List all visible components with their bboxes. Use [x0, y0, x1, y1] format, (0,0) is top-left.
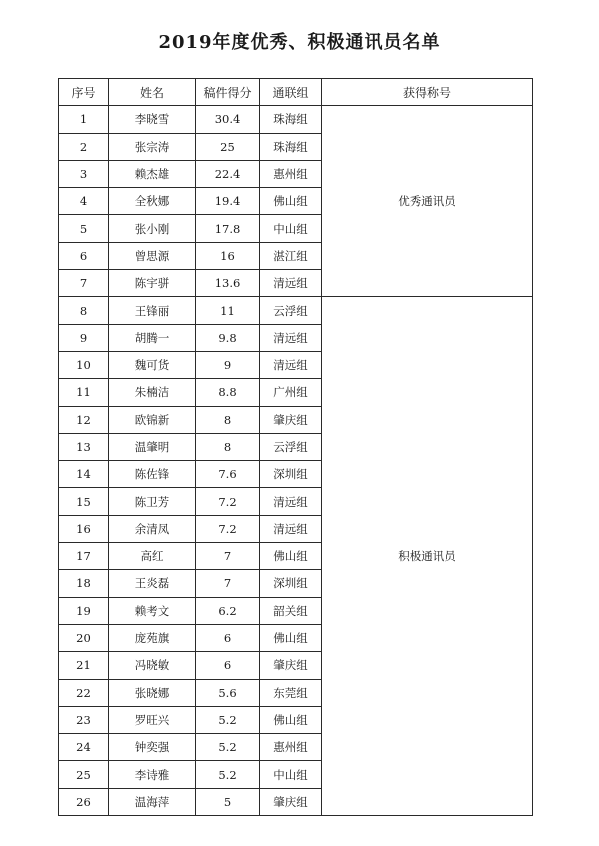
cell-score: 6.2: [196, 597, 260, 624]
cell-score: 6: [196, 652, 260, 679]
cell-group: 佛山组: [260, 706, 322, 733]
cell-award: 积极通讯员: [322, 297, 533, 816]
cell-name: 胡腾一: [109, 324, 196, 351]
cell-score: 5.2: [196, 706, 260, 733]
cell-group: 广州组: [260, 379, 322, 406]
cell-score: 25: [196, 133, 260, 160]
cell-name: 温海萍: [109, 788, 196, 815]
cell-index: 20: [59, 624, 109, 651]
cell-score: 13.6: [196, 270, 260, 297]
cell-index: 22: [59, 679, 109, 706]
cell-index: 7: [59, 270, 109, 297]
cell-score: 7.6: [196, 461, 260, 488]
cell-index: 26: [59, 788, 109, 815]
cell-award: 优秀通讯员: [322, 106, 533, 297]
cell-group: 中山组: [260, 761, 322, 788]
cell-name: 张晓娜: [109, 679, 196, 706]
cell-name: 罗旺兴: [109, 706, 196, 733]
cell-score: 7: [196, 543, 260, 570]
cell-name: 张宗涛: [109, 133, 196, 160]
cell-group: 深圳组: [260, 570, 322, 597]
cell-score: 7.2: [196, 515, 260, 542]
cell-score: 22.4: [196, 160, 260, 187]
cell-name: 魏可货: [109, 351, 196, 378]
cell-name: 陈宇骈: [109, 270, 196, 297]
cell-group: 珠海组: [260, 106, 322, 133]
cell-index: 24: [59, 734, 109, 761]
cell-group: 清远组: [260, 324, 322, 351]
cell-group: 深圳组: [260, 461, 322, 488]
cell-index: 13: [59, 433, 109, 460]
correspondent-table: [58, 78, 533, 816]
cell-name: 温肇明: [109, 433, 196, 460]
header-name: 姓名: [109, 79, 196, 106]
cell-score: 9: [196, 351, 260, 378]
cell-group: 清远组: [260, 515, 322, 542]
cell-index: 4: [59, 188, 109, 215]
cell-name: 张小刚: [109, 215, 196, 242]
cell-name: 陈佐锋: [109, 461, 196, 488]
cell-score: 6: [196, 624, 260, 651]
cell-group: 东莞组: [260, 679, 322, 706]
cell-score: 7: [196, 570, 260, 597]
cell-index: 12: [59, 406, 109, 433]
cell-name: 庞苑旗: [109, 624, 196, 651]
cell-name: 赖杰雄: [109, 160, 196, 187]
cell-score: 8: [196, 433, 260, 460]
cell-index: 18: [59, 570, 109, 597]
cell-group: 云浮组: [260, 433, 322, 460]
cell-index: 25: [59, 761, 109, 788]
cell-group: 清远组: [260, 351, 322, 378]
cell-name: 高红: [109, 543, 196, 570]
cell-index: 15: [59, 488, 109, 515]
cell-score: 9.8: [196, 324, 260, 351]
table-header-row: [59, 79, 533, 106]
header-score: 稿件得分: [196, 79, 260, 106]
cell-index: 11: [59, 379, 109, 406]
cell-group: 清远组: [260, 488, 322, 515]
table-row: [59, 297, 533, 324]
cell-name: 李晓雪: [109, 106, 196, 133]
cell-group: 湛江组: [260, 242, 322, 269]
cell-name: 钟奕强: [109, 734, 196, 761]
cell-score: 8: [196, 406, 260, 433]
cell-group: 肇庆组: [260, 788, 322, 815]
cell-score: 5: [196, 788, 260, 815]
cell-score: 19.4: [196, 188, 260, 215]
cell-score: 5.2: [196, 761, 260, 788]
cell-index: 5: [59, 215, 109, 242]
page-title: 2019年度优秀、积极通讯员名单: [158, 32, 441, 53]
cell-index: 19: [59, 597, 109, 624]
cell-group: 佛山组: [260, 188, 322, 215]
cell-name: 朱楠洁: [109, 379, 196, 406]
cell-index: 3: [59, 160, 109, 187]
cell-index: 17: [59, 543, 109, 570]
cell-name: 王炎磊: [109, 570, 196, 597]
cell-index: 14: [59, 461, 109, 488]
cell-score: 11: [196, 297, 260, 324]
cell-index: 2: [59, 133, 109, 160]
cell-group: 韶关组: [260, 597, 322, 624]
cell-score: 7.2: [196, 488, 260, 515]
cell-group: 惠州组: [260, 734, 322, 761]
cell-index: 21: [59, 652, 109, 679]
cell-name: 余清凤: [109, 515, 196, 542]
cell-group: 云浮组: [260, 297, 322, 324]
cell-index: 9: [59, 324, 109, 351]
header-award: 获得称号: [322, 79, 533, 106]
header-group: 通联组: [260, 79, 322, 106]
cell-index: 23: [59, 706, 109, 733]
cell-group: 肇庆组: [260, 406, 322, 433]
cell-name: 赖考文: [109, 597, 196, 624]
cell-score: 30.4: [196, 106, 260, 133]
cell-index: 6: [59, 242, 109, 269]
cell-name: 全秋娜: [109, 188, 196, 215]
header-index: 序号: [59, 79, 109, 106]
cell-group: 中山组: [260, 215, 322, 242]
cell-group: 珠海组: [260, 133, 322, 160]
table-body: [59, 106, 533, 816]
cell-score: 17.8: [196, 215, 260, 242]
cell-group: 佛山组: [260, 543, 322, 570]
cell-score: 5.2: [196, 734, 260, 761]
cell-index: 1: [59, 106, 109, 133]
cell-score: 8.8: [196, 379, 260, 406]
cell-group: 佛山组: [260, 624, 322, 651]
cell-name: 欧锦新: [109, 406, 196, 433]
cell-group: 惠州组: [260, 160, 322, 187]
cell-score: 5.6: [196, 679, 260, 706]
cell-name: 陈卫芳: [109, 488, 196, 515]
cell-name: 李诗雅: [109, 761, 196, 788]
cell-name: 王锋丽: [109, 297, 196, 324]
cell-name: 冯晓敏: [109, 652, 196, 679]
cell-group: 肇庆组: [260, 652, 322, 679]
cell-index: 10: [59, 351, 109, 378]
cell-name: 曾思源: [109, 242, 196, 269]
cell-index: 8: [59, 297, 109, 324]
cell-index: 16: [59, 515, 109, 542]
table-row: [59, 106, 533, 133]
cell-group: 清远组: [260, 270, 322, 297]
cell-score: 16: [196, 242, 260, 269]
